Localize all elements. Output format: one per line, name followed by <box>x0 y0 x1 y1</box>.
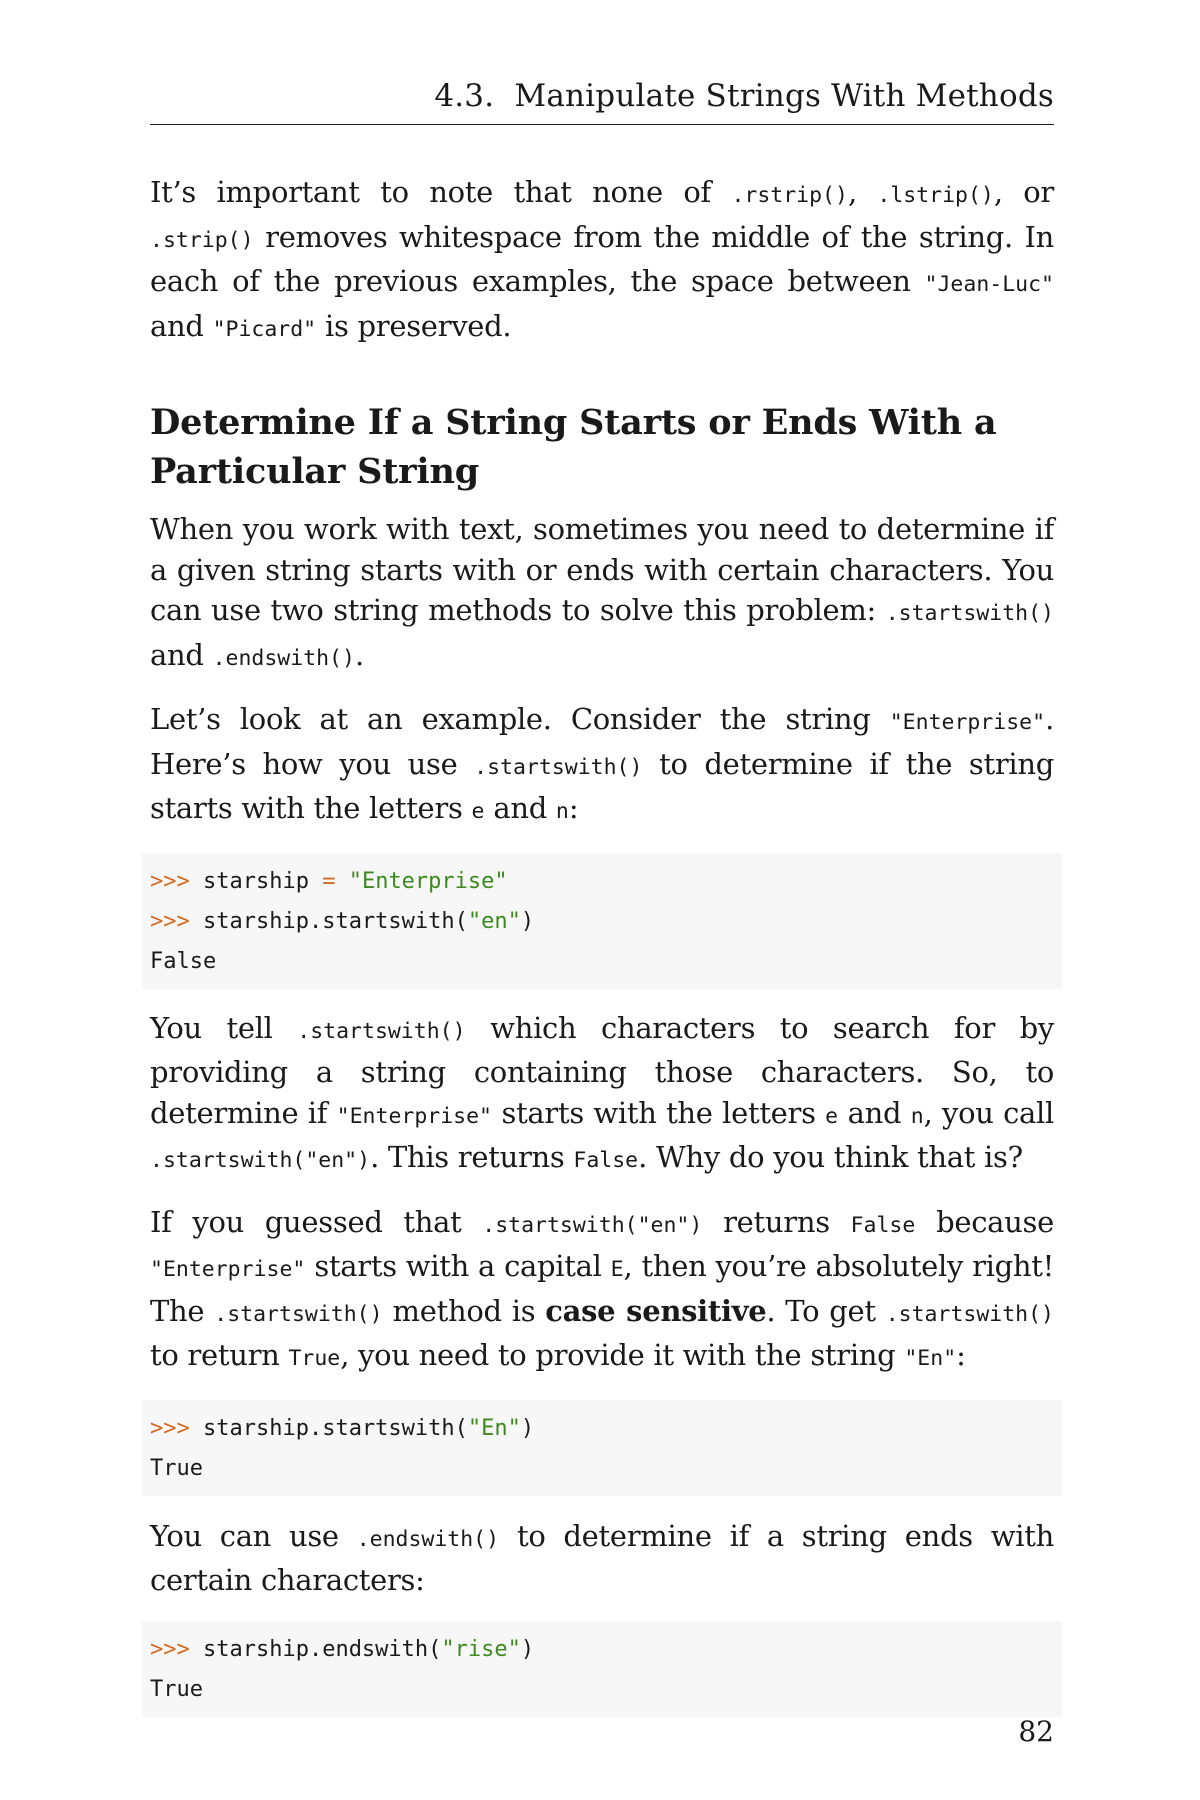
inline-code: True <box>288 1346 341 1371</box>
inline-code: n <box>910 1103 924 1129</box>
paragraph-intro: When you work with text, sometimes you need to determine if a given string starts with or ends with certain characters. You can use two string methods to solve this problem: .startswith() and .endswith(). <box>150 512 1054 672</box>
code-line: >>> starship.startswith("En") <box>150 1415 535 1441</box>
inline-code: .startswith("en") <box>150 1148 371 1173</box>
section-title: Manipulate Strings With Methods <box>514 78 1054 114</box>
page-content <box>150 172 1054 1717</box>
inline-code: "Picard" <box>212 316 317 342</box>
code-line: >>> starship.endswith("rise") <box>150 1636 535 1662</box>
string-literal: "en" <box>467 908 521 934</box>
code-block-startswith-En <box>142 1400 1062 1496</box>
code-block-endswith <box>142 1621 1062 1717</box>
inline-code: "Enterprise" <box>150 1257 306 1282</box>
paragraph-case-sensitive: If you guessed that .startswith("en") returns False because "Enterprise" starts with a capital E, then you’re absolutely right! The .startswith() method is case sensitive. To get .startswith() to return True, you need to provide it with the string "En": <box>150 1204 1054 1372</box>
code-output: True <box>150 1455 203 1481</box>
inline-code: .startswith("en") <box>482 1212 703 1238</box>
inline-code: .strip() <box>150 227 254 253</box>
inline-code: e <box>825 1103 839 1129</box>
inline-code: .startswith() <box>885 1301 1054 1327</box>
inline-code: .startswith() <box>214 1301 383 1327</box>
inline-code: E <box>610 1257 624 1282</box>
bold-term: case sensitive <box>545 1293 767 1328</box>
repl-prompt: >>> <box>150 1415 190 1441</box>
repl-prompt: >>> <box>150 868 190 894</box>
inline-code: False <box>573 1148 639 1173</box>
inline-code: .endswith() <box>356 1526 500 1552</box>
string-literal: "rise" <box>441 1636 521 1662</box>
inline-code: False <box>850 1212 916 1238</box>
repl-prompt: >>> <box>150 1636 190 1662</box>
inline-code: n <box>555 799 569 824</box>
code-output: False <box>150 948 217 974</box>
paragraph-explanation: You tell .startswith() which characters to search for by providing a string containing those characters. So, to determine if "Enterprise" starts with the letters e and n, you call .startswith("en"). This returns False. Why do you think that is? <box>150 1010 1054 1174</box>
inline-code: .rstrip() <box>731 183 848 208</box>
inline-code: "En" <box>904 1346 957 1371</box>
section-heading: Determine If a String Starts or Ends With a Particular String <box>150 402 997 492</box>
code-line: >>> starship.startswith("en") <box>150 908 535 934</box>
inline-code: .endswith() <box>212 645 355 671</box>
string-literal: "Enterprise" <box>348 868 508 894</box>
inline-code: .lstrip() <box>877 183 994 208</box>
inline-code: .startswith() <box>297 1018 466 1044</box>
running-header <box>150 78 1054 125</box>
inline-code: "Jean-Luc" <box>924 272 1054 297</box>
paragraph-strip-note: It’s important to note that none of .rstrip(), .lstrip(), or .strip() removes whitespace from the middle of the string. In each of the previous examples, the space between "Jean-Luc" and "Picard" is preserved. <box>150 175 1054 343</box>
inline-code: "Enterprise" <box>889 710 1046 735</box>
inline-code: .startswith() <box>885 601 1054 626</box>
code-output: True <box>150 1676 203 1702</box>
inline-code: .startswith() <box>474 754 643 780</box>
string-literal: "En" <box>467 1415 521 1441</box>
code-block-startswith-en <box>142 853 1062 989</box>
code-line: >>> starship = "Enterprise" <box>150 868 508 894</box>
paragraph-endswith: You can use .endswith() to determine if a string ends with certain characters: <box>150 1518 1055 1597</box>
section-number: 4.3. <box>434 78 495 114</box>
inline-code: e <box>471 799 485 824</box>
assign-operator: = <box>322 868 336 894</box>
inline-code: "Enterprise" <box>336 1103 493 1129</box>
paragraph-example: Let’s look at an example. Consider the string "Enterprise". Here’s how you use .startswith() to determine if the string starts with the letters e and n: <box>150 702 1055 825</box>
page-number: 82 <box>1018 1715 1054 1748</box>
repl-prompt: >>> <box>150 908 190 934</box>
